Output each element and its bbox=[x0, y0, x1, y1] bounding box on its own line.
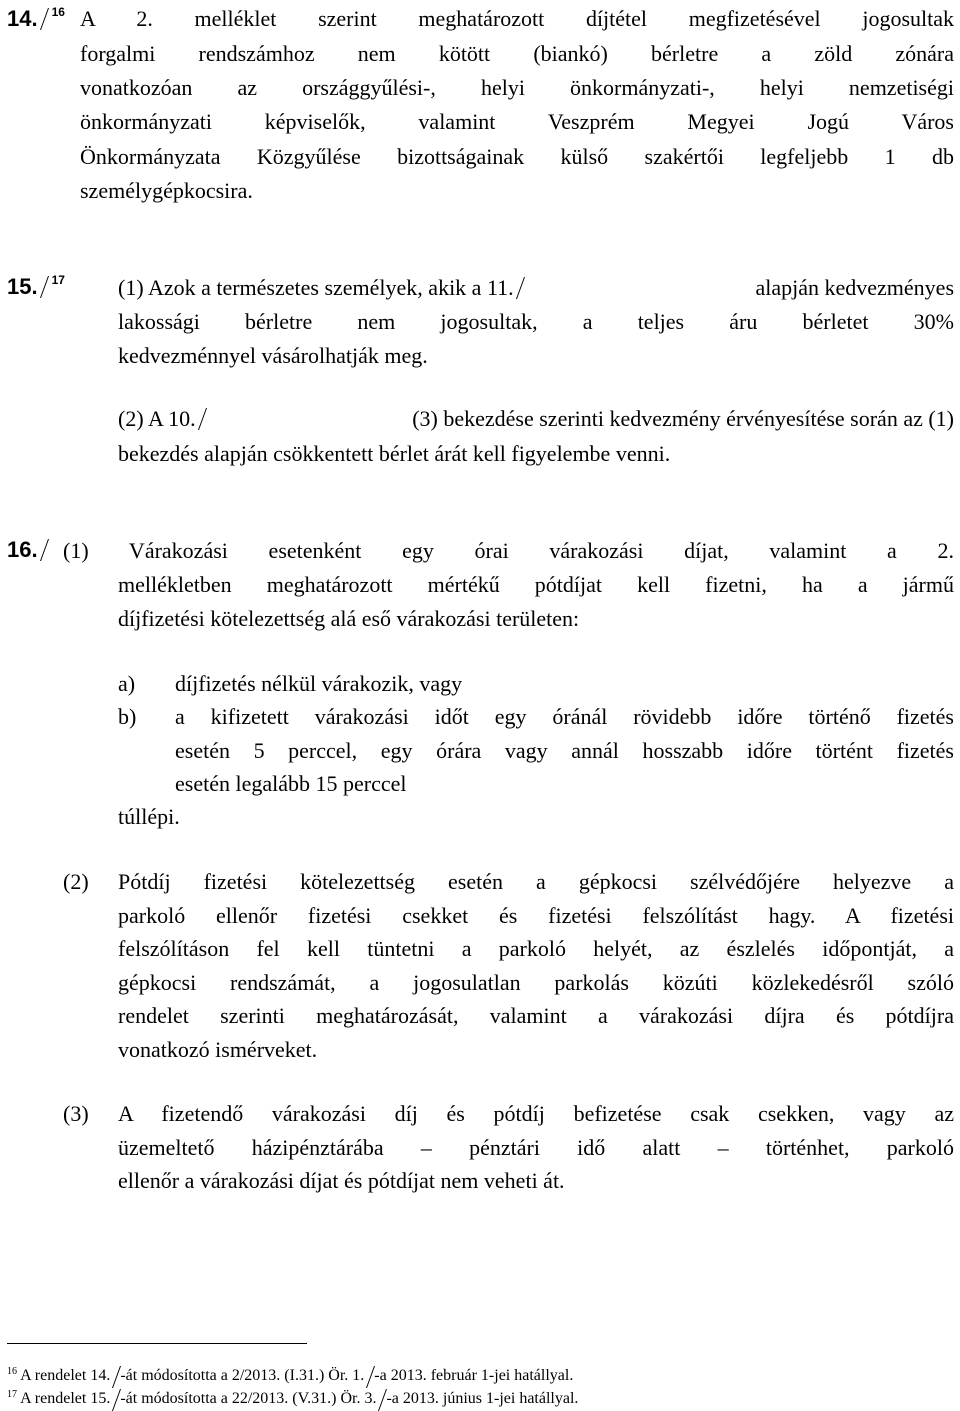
s16-p3-line-2: üzemeltető házipénztárába – pénztári idő alatt – történhet, parkoló bbox=[118, 1135, 954, 1160]
s16-p2-line-1: Pótdíj fizetési kötelezettség esetén a gépkocsi szélvédőjére helyezve a bbox=[118, 869, 954, 894]
section-15-heading bbox=[7, 273, 65, 299]
section-sign-icon bbox=[376, 1389, 386, 1405]
footnote-text: A rendelet 15. bbox=[20, 1390, 111, 1407]
s16-p2-line-3: felszólításon fel kell tüntetni a parkoló helyét, az észlelés időpontját, a bbox=[118, 936, 954, 961]
list-item-text: esetén 5 perccel, egy órára vagy annál hosszabb időre történt fizetés bbox=[175, 738, 954, 763]
footnote-number: 17 bbox=[7, 1389, 17, 1400]
section-sign-icon bbox=[514, 277, 528, 299]
s16-p1-line-1: (1) Várakozási esetenként egy órai várakozási díjat, valamint a 2. bbox=[63, 538, 954, 563]
s15-p1-text-a: (1) Azok a természetes személyek, akik a 11. bbox=[118, 275, 514, 300]
footnote-divider bbox=[7, 1343, 307, 1344]
section-number: 15. bbox=[7, 274, 38, 299]
s14-line-1: A 2. melléklet szerint meghatározott díjtétel megfizetésével jogosultak bbox=[80, 6, 954, 31]
section-sign-icon bbox=[38, 8, 52, 30]
list-item-text: esetén legalább 15 perccel bbox=[175, 771, 407, 796]
section-number: 16. bbox=[7, 537, 38, 562]
footnote-text: -át módosította a 2/2013. (I.31.) Ör. 1. bbox=[120, 1367, 365, 1384]
footnote-text: A rendelet 14. bbox=[20, 1367, 111, 1384]
s15-p1-line-1 bbox=[118, 277, 954, 299]
s15-p2-text-b: (3) bekezdése szerinti kedvezmény érvényesítése során az (1) bbox=[412, 406, 954, 431]
s15-p2-line-2: bekezdés alapján csökkentett bérlet árát kell figyelembe venni. bbox=[118, 441, 671, 466]
s14-line-4: önkormányzati képviselők, valamint Veszprém Megyei Jogú Város bbox=[80, 109, 954, 134]
s16-p2-line-6: vonatkozó ismérveket. bbox=[118, 1037, 318, 1062]
section-sign-icon bbox=[38, 276, 52, 298]
footnote-ref: 16 bbox=[51, 5, 65, 19]
s15-p1-line-2: lakossági bérletre nem jogosultak, a teljes áru bérletet 30% bbox=[118, 309, 954, 334]
s16-tail: túllépi. bbox=[118, 804, 180, 829]
section-16-heading bbox=[7, 539, 52, 561]
s16-p3-line-3: ellenőr a várakozási díjat és pótdíjat nem veheti át. bbox=[118, 1168, 565, 1193]
footnote-text: -a 2013. február 1-jei hatállyal. bbox=[374, 1367, 574, 1384]
section-sign-icon bbox=[110, 1389, 120, 1405]
section-sign-icon bbox=[110, 1366, 120, 1382]
footnote-ref: 17 bbox=[51, 273, 65, 287]
list-item-text: a kifizetett várakozási időt egy óránál rövidebb időre történő fizetés bbox=[175, 704, 954, 729]
s14-line-2: forgalmi rendszámhoz nem kötött (biankó) bérletre a zöld zónára bbox=[80, 41, 954, 66]
s16-p3-line-1: A fizetendő várakozási díj és pótdíj befizetése csak csekken, vagy az bbox=[118, 1101, 954, 1126]
section-sign-icon bbox=[364, 1366, 374, 1382]
s16-p1-line-3: díjfizetési kötelezettség alá eső várakozási területen: bbox=[118, 606, 580, 631]
list-item-text: díjfizetés nélkül várakozik, vagy bbox=[175, 671, 463, 696]
paragraph-label: (2) bbox=[63, 869, 89, 894]
s15-p1-text-b: alapján kedvezményes bbox=[755, 275, 954, 300]
section-14-heading bbox=[7, 5, 65, 31]
s14-line-6: személygépkocsira. bbox=[80, 178, 253, 203]
footnote-number: 16 bbox=[7, 1366, 17, 1377]
footnote-text: -át módosította a 22/2013. (V.31.) Ör. 3. bbox=[120, 1390, 377, 1407]
s15-p1-line-3: kedvezménnyel vásárolhatják meg. bbox=[118, 343, 428, 368]
list-item-label: a) bbox=[118, 671, 136, 696]
footnote-16 bbox=[7, 1366, 573, 1384]
paragraph-label: (3) bbox=[63, 1101, 89, 1126]
s15-p2-line-1 bbox=[118, 408, 954, 430]
section-number: 14. bbox=[7, 6, 38, 31]
s16-p1-line-2: mellékletben meghatározott mértékű pótdíjat kell fizetni, ha a jármű bbox=[118, 572, 954, 597]
s16-p2-line-4: gépkocsi rendszámát, a jogosulatlan parkolás közúti közlekedésről szóló bbox=[118, 970, 954, 995]
section-sign-icon bbox=[38, 539, 52, 561]
footnote-text: -a 2013. június 1-jei hatállyal. bbox=[386, 1390, 579, 1407]
s16-p2-line-5: rendelet szerinti meghatározását, valamint a várakozási díjra és pótdíjra bbox=[118, 1003, 954, 1028]
s14-line-5: Önkormányzata Közgyűlése bizottságainak külső szakértői legfeljebb 1 db bbox=[80, 144, 954, 169]
s15-p2-text-a: (2) A 10. bbox=[118, 406, 196, 431]
footnote-17 bbox=[7, 1389, 578, 1407]
s14-line-3: vonatkozóan az országgyűlési-, helyi önkormányzati-, helyi nemzetiségi bbox=[80, 75, 954, 100]
s16-p2-line-2: parkoló ellenőr fizetési csekket és fizetési felszólítást hagy. A fizetési bbox=[118, 903, 954, 928]
list-item-label: b) bbox=[118, 704, 137, 729]
section-sign-icon bbox=[196, 408, 210, 430]
